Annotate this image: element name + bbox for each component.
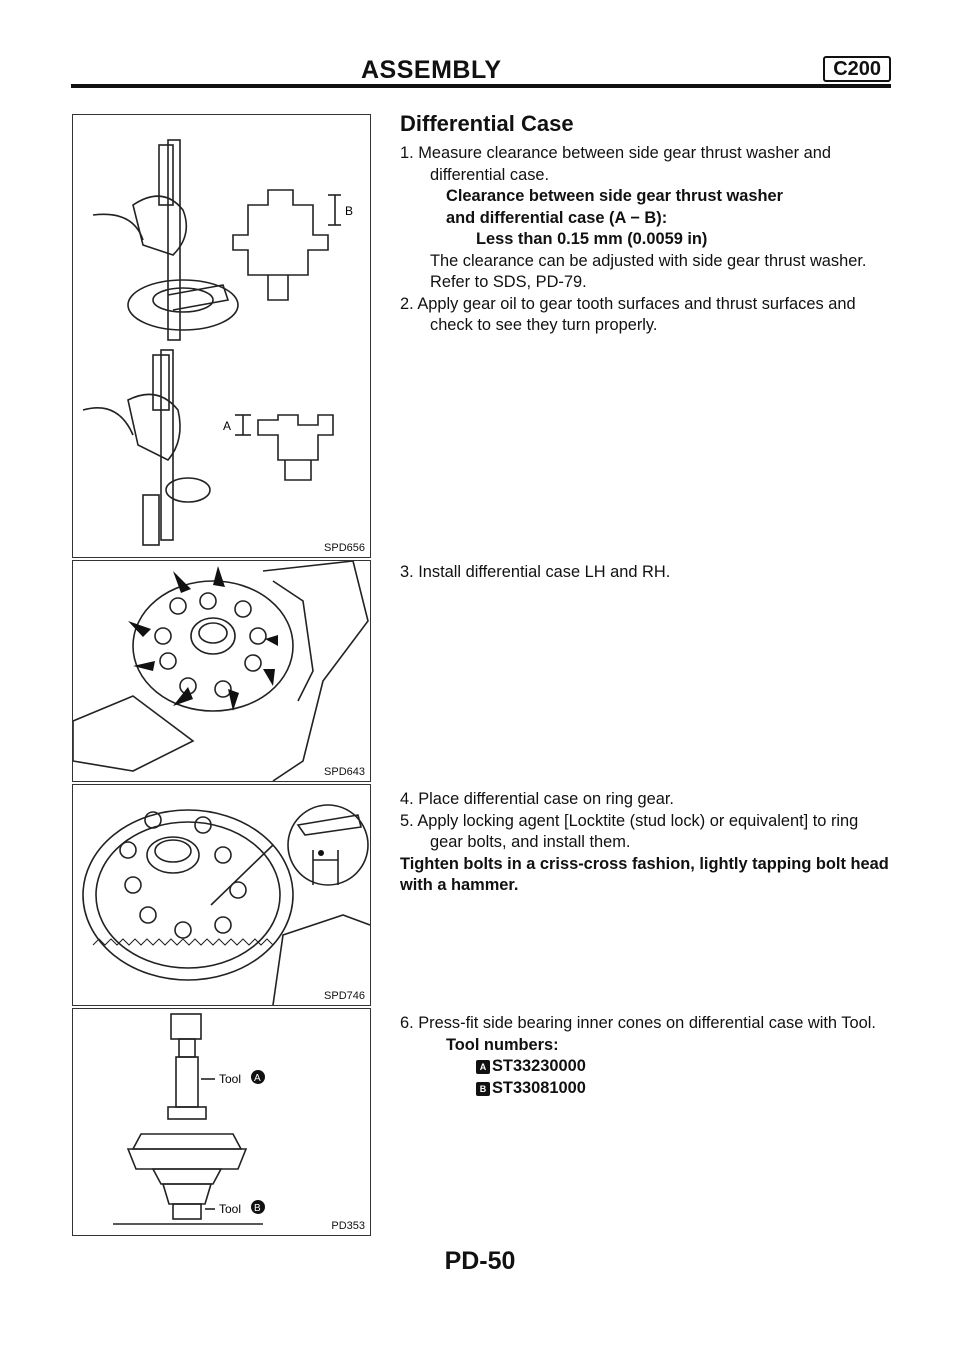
tool-b-badge: B	[254, 1203, 261, 1214]
figure-code: PD353	[331, 1220, 365, 1232]
header-title: ASSEMBLY	[361, 56, 502, 84]
figure-ring-gear-bolts	[72, 784, 371, 1006]
figure-code: SPD643	[324, 766, 365, 778]
ring-gear-block	[400, 789, 894, 897]
tool-a-number	[400, 1056, 894, 1078]
figure-code: SPD746	[324, 990, 365, 1002]
install-case-block	[400, 562, 894, 584]
step-1: 1. Measure clearance between side gear thrust washer and differential case.	[400, 144, 831, 184]
tool-b-label: Tool	[219, 1202, 242, 1216]
spec-line-1: Clearance between side gear thrust washer	[446, 187, 784, 205]
dimension-b-label: B	[345, 204, 354, 218]
ring-gear-illustration	[73, 785, 370, 1005]
header-rule	[71, 84, 891, 88]
note-adjust: The clearance can be adjusted with side gear thrust washer.	[430, 251, 867, 270]
figure-install-case	[72, 560, 371, 782]
note-refer: Refer to SDS, PD-79.	[430, 273, 587, 291]
figure-code: SPD656	[324, 542, 365, 554]
step-4: 4. Place differential case on ring gear.	[400, 790, 674, 808]
tool-b-value: ST33081000	[492, 1078, 586, 1097]
tool-a-badge: A	[254, 1073, 261, 1084]
figure-measure-clearance	[72, 114, 371, 558]
press-fit-block	[400, 1013, 894, 1099]
caliper-illustration	[73, 115, 370, 557]
step-2: 2. Apply gear oil to gear tooth surfaces and thrust surfaces and check to see they turn properly.	[400, 294, 856, 334]
tighten-note: Tighten bolts in a criss-cross fashion, lightly tapping bolt head with a hammer.	[400, 854, 889, 894]
tool-b-number	[400, 1078, 894, 1100]
tool-a-label: Tool	[219, 1072, 242, 1086]
dimension-a-label: A	[223, 419, 232, 433]
tool-a-value: ST33230000	[492, 1057, 586, 1075]
page-header	[71, 54, 891, 84]
figure-press-fit	[72, 1008, 371, 1236]
tool-numbers-heading: Tool numbers:	[446, 1035, 559, 1054]
step-3: 3. Install differential case LH and RH.	[400, 563, 671, 581]
step-6: 6. Press-fit side bearing inner cones on differential case with Tool.	[400, 1014, 876, 1032]
section-code-badge: C200	[823, 56, 891, 82]
spec-value: Less than 0.15 mm (0.0059 in)	[476, 230, 708, 248]
spec-line-2: and differential case (A − B):	[446, 208, 668, 227]
measure-clearance-block	[400, 143, 894, 337]
tool-b-badge-icon: B	[476, 1082, 490, 1096]
differential-case-illustration	[73, 561, 370, 781]
press-fit-illustration	[73, 1009, 370, 1235]
section-title: Differential Case	[400, 111, 574, 136]
page-number: PD-50	[444, 1247, 516, 1275]
step-5: 5. Apply locking agent [Locktite (stud lock) or equivalent] to ring gear bolts, and install them.	[400, 811, 859, 851]
tool-a-badge-icon: A	[476, 1060, 490, 1074]
